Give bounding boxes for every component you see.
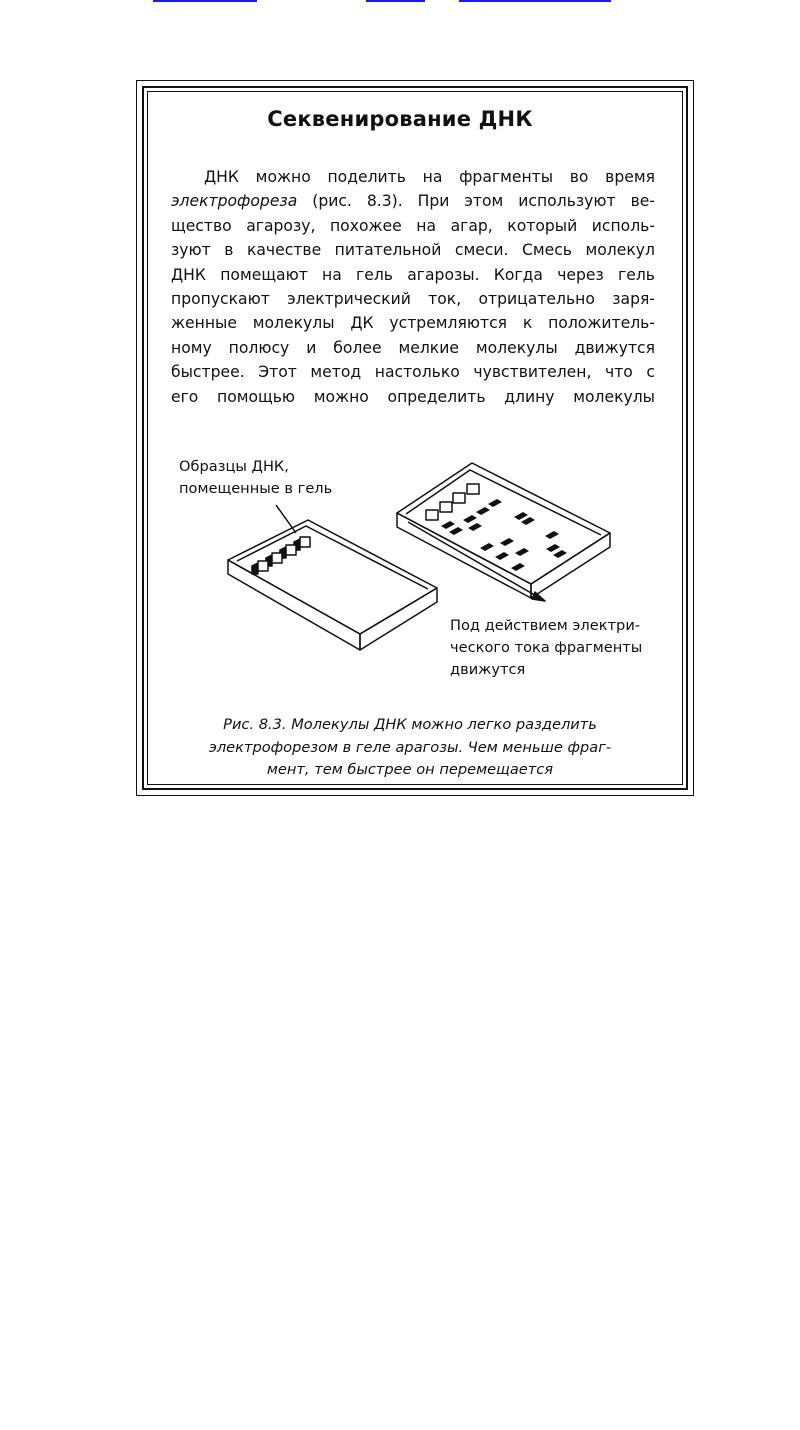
page-title: Секвенирование ДНК <box>267 107 533 131</box>
figure-caption <box>150 714 670 782</box>
paragraph-line: щество агарозу, похожее на агар, который исполь- <box>171 216 655 235</box>
paragraph-line: ному полюсу и более мелкие молекулы движутся <box>171 338 655 357</box>
paragraph-line: его помощью можно определить длину молекулы <box>171 387 655 406</box>
caption-line: Рис. 8.3. Молекулы ДНК можно легко разделить <box>223 716 597 733</box>
paragraph-line: быстрее. Этот метод настолько чувствителен, что с <box>171 363 655 382</box>
caption-line: мент, тем быстрее он перемещается <box>266 761 554 778</box>
label-current-moves <box>450 615 642 681</box>
paragraph-line: ДНК можно поделить на фрагменты во время <box>204 168 655 186</box>
paragraph-line: ДНК помещают на гель агарозы. Когда через гель <box>171 265 655 284</box>
paragraph-line-rest: (рис. 8.3). При этом используют ве- <box>297 192 655 211</box>
paragraph-line: пропускают электрический ток, отрицательно заря- <box>171 289 655 308</box>
samples-pointer <box>276 505 296 533</box>
label-line: ческого тока фрагменты <box>450 639 643 656</box>
label-line: Под действием электри- <box>450 617 641 634</box>
paragraph-line: зуют в качестве питательной смеси. Смесь молекул <box>171 241 655 260</box>
caption-line: электрофорезом в геле арагозы. Чем меньше фраг- <box>208 738 612 756</box>
label-line: помещенные в гель <box>179 480 333 497</box>
paragraph-line: женные молекулы ДК устремляются к положитель- <box>171 314 655 333</box>
label-dna-samples <box>179 456 332 500</box>
label-line: движутся <box>450 661 526 678</box>
term-electrophoresis: электрофореза <box>171 192 298 211</box>
gel-tray-left <box>228 520 437 650</box>
label-line: Образцы ДНК, <box>179 458 289 475</box>
